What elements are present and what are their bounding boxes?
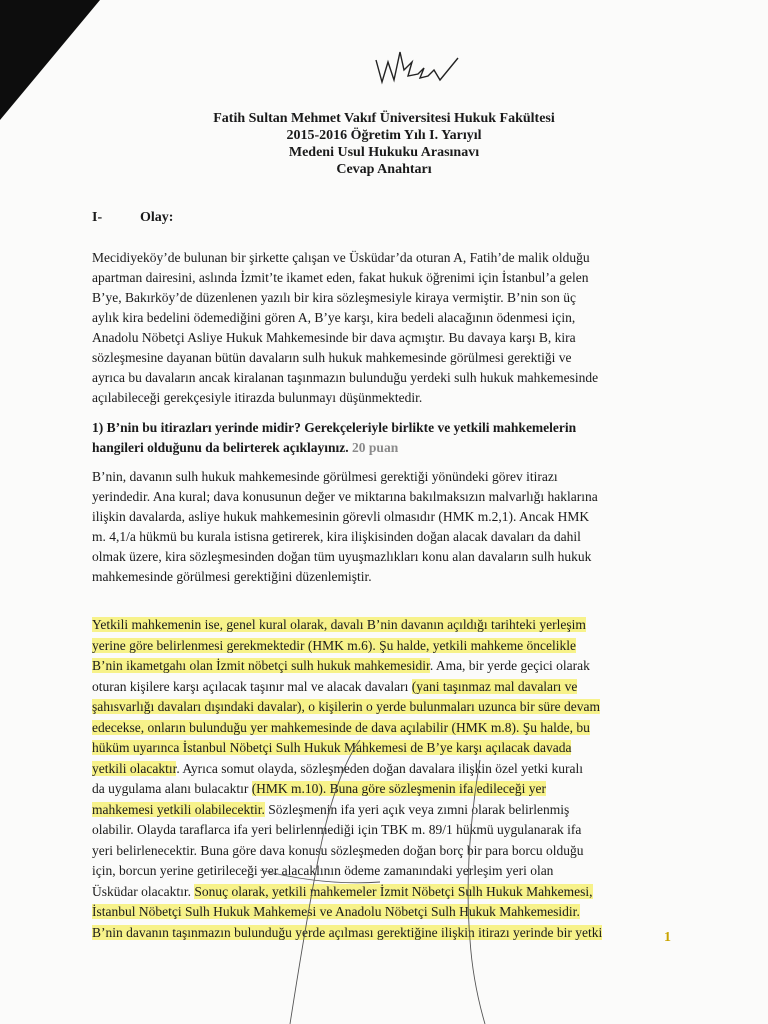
answer-text: Üsküdar olacaktır. (92, 883, 195, 899)
answer-line (92, 656, 672, 677)
answer-paragraph-2 (92, 615, 672, 943)
answer-line (92, 718, 672, 739)
page-number: 1 (664, 930, 671, 945)
answer-line (92, 759, 672, 780)
answer-line (92, 615, 672, 636)
highlighted-text: Sonuç olarak, yetkili mahkemeler İzmit Nöbetçi Sulh Hukuk Mahkemesi, (194, 883, 593, 899)
olay-line: açılabileceği gerekçesiyle itirazda bulunmayı düşünmektedir. (92, 390, 423, 405)
header-term: 2015-2016 Öğretim Yılı I. Yarıyıl (286, 128, 482, 143)
question-line: hangileri olduğunu da belirterek açıklayınız. (92, 440, 349, 455)
section-number: I- (92, 210, 103, 225)
highlighted-text: hüküm uyarınca İstanbul Nöbetçi Sulh Hukuk Mahkemesi de B’ye karşı açılacak davada (92, 740, 572, 755)
highlighted-text: Yetkili mahkemenin ise, genel kural olarak, davalı B’nin davanın açıldığı tarihteki yerleşim (92, 617, 586, 632)
answer-line (92, 882, 672, 903)
highlighted-text: yerine göre belirlenmesi gerekmektedir (HMK m.6). Şu halde, yetkili mahkeme öncelikle (92, 637, 576, 653)
highlighted-text: edecekse, onların bulunduğu yer mahkemesinde de dava açılabilir (HMK m.8). Şu halde, bu (92, 719, 590, 735)
answer-line (92, 779, 672, 800)
answer-text: yeri belirlenecektir. Buna göre dava konusu sözleşmeden doğan borç bir para borcu olduğu (92, 842, 584, 858)
answer-paragraph-1 (92, 467, 672, 587)
highlighted-text: mahkemesi yetkili olabilecektir. (92, 801, 265, 817)
section-title: Olay: (140, 210, 174, 225)
answer-text: da uygulama alanı bulacaktır (92, 781, 252, 796)
answer-line: mahkemesinde görülmesi gerektiğini düzenlemiştir. (92, 569, 372, 584)
highlighted-text: şahısvarlığı davaları dışındaki davalar), o kişilerin o yerde bulunmaları uzunca bir süre devam (92, 699, 600, 714)
answer-line: olmak üzere, kira sözleşmesinden doğan tüm uyuşmazlıkları konu alan davaların sulh hukuk (92, 549, 592, 564)
answer-line (92, 841, 672, 862)
header-exam: Medeni Usul Hukuku Arasınavı (288, 145, 480, 160)
olay-line: ayrıca bu davaların ancak kiralanan taşınmazın bulunduğu yerdeki sulh hukuk mahkemesinde (92, 370, 599, 385)
answer-line: yerindedir. Ana kural; dava konusunun değer ve miktarına bakılmaksızın malvarlığı haklarına (92, 489, 598, 504)
olay-line: B’ye, Bakırköy’de düzenlenen yazılı bir kira sözleşmesiyle kiraya vermiştir. B’nin son üç (92, 290, 576, 305)
question-line: 1) B’nin bu itirazları yerinde midir? Gerekçeleriyle birlikte ve yetkili mahkemelerin (92, 420, 577, 435)
answer-line (92, 636, 672, 657)
answer-text: . Ama, bir yerde geçici olarak (429, 658, 590, 673)
answer-line (92, 861, 672, 882)
question-points: 20 puan (352, 440, 399, 455)
olay-line: Mecidiyeköy’de bulunan bir şirkette çalışan ve Üsküdar’da oturan A, Fatih’de malik olduğu (92, 250, 590, 265)
answer-line: ilişkin davalarda, asliye hukuk mahkemesinin görevli olmasıdır (HMK m.2,1). Ancak HMK (92, 509, 590, 524)
answer-text: Sözleşmenin ifa yeri açık veya zımni olarak belirlenmiş (264, 801, 570, 817)
answer-line (92, 738, 672, 759)
header-university: Fatih Sultan Mehmet Vakıf Üniversitesi Hukuk Fakültesi (213, 111, 555, 126)
olay-line: Anadolu Nöbetçi Asliye Hukuk Mahkemesinde bir dava açmıştır. Bu davaya karşı B, kira (92, 330, 576, 345)
scan-corner-shadow (0, 0, 100, 120)
section-heading (92, 210, 173, 226)
answer-line (92, 697, 672, 718)
olay-line: aylık kira bedelini ödemediğini gören A, B’ye karşı, kira bedeli alacağının ödenmesi için, (92, 310, 576, 325)
answer-line (92, 820, 672, 841)
highlighted-text: B’nin ikametgahı olan İzmit nöbetçi sulh hukuk mahkemesidir (92, 658, 430, 673)
answer-text: için, borcun yerine getirileceği yer alacaklının ödeme zamanındaki yerleşim yeri olan (92, 863, 554, 878)
answer-line (92, 677, 672, 698)
olay-paragraph (92, 248, 672, 408)
highlighted-text: yetkili olacaktır (92, 760, 177, 776)
answer-text: oturan kişilere karşı açılacak taşınır mal ve alacak davaları (92, 678, 412, 694)
answer-text: olabilir. Olayda taraflarca ifa yeri belirlenmediği için TBK m. 89/1 hükmü uygulanarak ifa (92, 822, 582, 837)
answer-line (92, 800, 672, 821)
answer-line (92, 902, 672, 923)
answer-line: m. 4,1/a hükmü bu kurala istisna getirerek, kira ilişkisinden doğan alacak davaları da dahil (92, 529, 581, 544)
answer-line: B’nin, davanın sulh hukuk mahkemesinde görülmesi gerektiği yönündeki görev itirazı (92, 469, 558, 484)
highlighted-text: B’nin davanın taşınmazın bulunduğu yerde açılması gerektiğine ilişkin itirazı yerinde bir yetki (92, 924, 603, 940)
olay-line: sözleşmesine dayanan bütün davaların sulh hukuk mahkemesinde görülmesi gerektiği ve (92, 350, 572, 365)
document-header (0, 110, 768, 178)
olay-line: apartman dairesini, aslında İzmit’te ikamet eden, fakat hukuk öğrenimi için İstanbul’a gelen (92, 270, 589, 285)
answer-text: . Ayrıca somut olayda, sözleşmeden doğan davalara ilişkin özel yetki kuralı (176, 760, 584, 776)
highlighted-text: (yani taşınmaz mal davaları ve (411, 678, 578, 694)
question-1 (92, 418, 682, 458)
header-answer-key: Cevap Anahtarı (336, 162, 432, 177)
highlighted-text: (HMK m.10). Buna göre sözleşmenin ifa edileceği yer (251, 781, 546, 796)
highlighted-text: İstanbul Nöbetçi Sulh Hukuk Mahkemesi ve Anadolu Nöbetçi Sulh Hukuk Mahkemesidir. (92, 904, 580, 919)
handwritten-signature (368, 40, 488, 90)
answer-line (92, 923, 672, 944)
